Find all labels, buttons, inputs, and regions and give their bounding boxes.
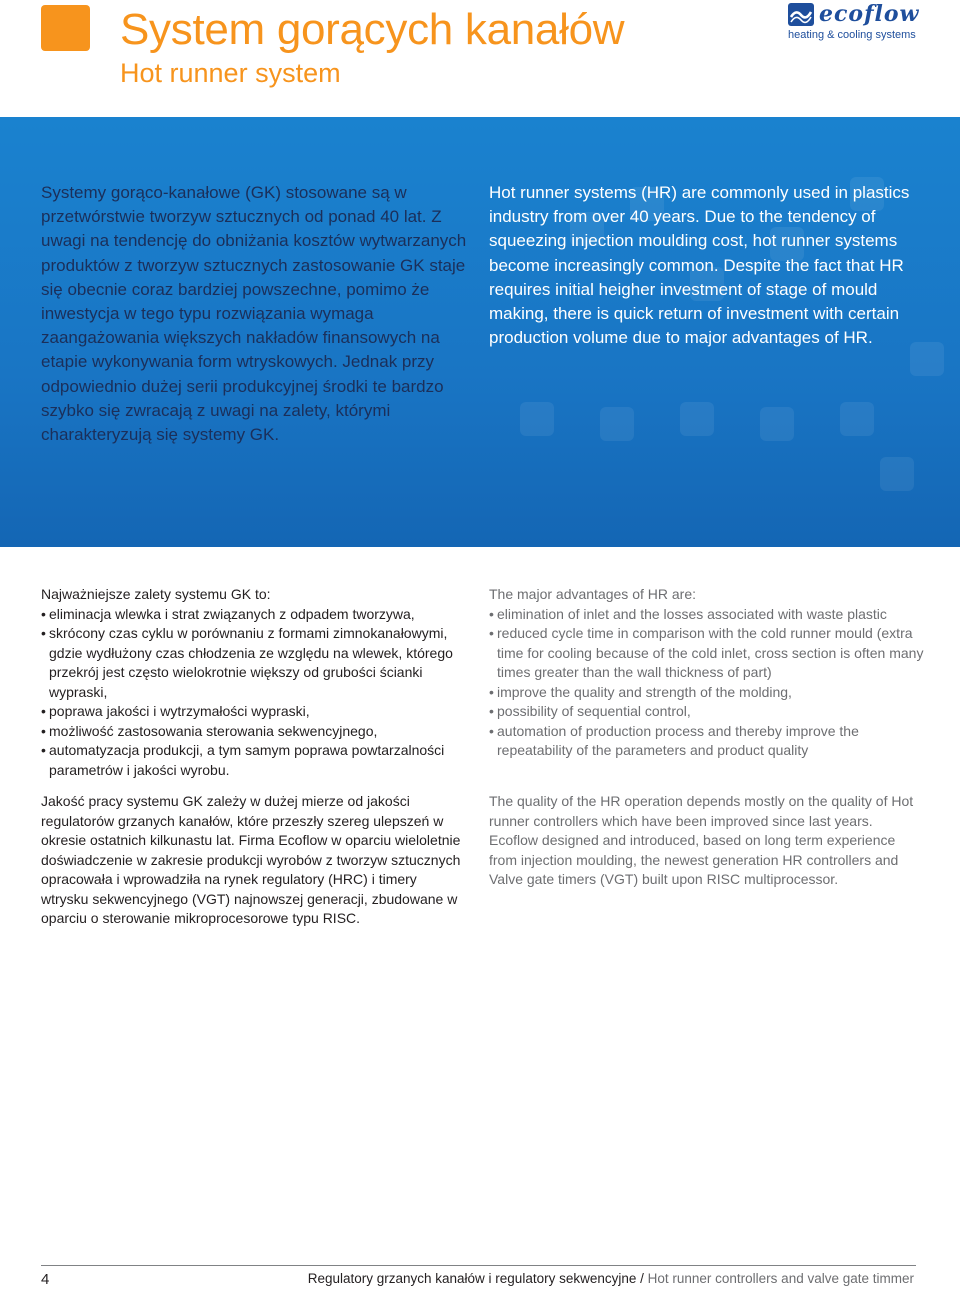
list-item: • improve the quality and strength of the molding, — [489, 683, 924, 703]
list-item: • poprawa jakości i wytrzymałości wypraski, — [41, 702, 466, 722]
intro-text-en: Hot runner systems (HR) are commonly used in plastics industry from over 40 years. Due to the tendency of squeezing injection moulding cost, hot runner systems become increasingly common. Despite the fact that HR requires initial heigher investment of stage of mould making, there is quick return of investment with certain production volume due to major advantages of HR. — [489, 183, 910, 348]
decor-tile — [680, 402, 714, 436]
decor-tile — [520, 402, 554, 436]
advantages-en-intro: The major advantages of HR are: — [489, 586, 696, 602]
quality-text-en: The quality of the HR operation depends mostly on the quality of Hot runner controllers which have been improved since last years. Ecoflow designed and introduced, based on long term experience from injection moulding, the newest generation HR controllers and Valve gate timers (VGT) built upon RISC multiprocessor. — [489, 793, 914, 887]
list-item: • eliminacja wlewka i strat związanych z odpadem tworzywa, — [41, 605, 466, 625]
decor-tile — [880, 457, 914, 491]
list-item: • skrócony czas cyklu w porównaniu z formami zimnokanałowymi, gdzie wydłużony czas chłodzenia ze względu na wlewek, którego przekrój jest często wielokrotnie większy od grubości ścianki wypraski, — [41, 624, 466, 702]
list-item: • reduced cycle time in comparison with the cold runner mould (extra time for cooling because of the cold inlet, cross section is often many times greater than the wall thickness of part) — [489, 624, 924, 683]
ecoflow-logo — [787, 1, 920, 46]
decor-tile — [760, 407, 794, 441]
advantages-en — [489, 585, 924, 761]
intro-band — [0, 117, 960, 547]
footer-caption-pl: Regulatory grzanych kanałów i regulatory sekwencyjne / — [307, 1271, 648, 1286]
decor-tile — [840, 402, 874, 436]
quality-text-pl: Jakość pracy systemu GK zależy w dużej mierze od jakości regulatorów grzanych kanałów, które przeszły szereg ulepszeń w okresie ostatnich kilkunastu lat. Firma Ecoflow w oparciu wieloletnie doświadczenie w zakresie produkcji wyrobów z tworzyw sztucznych opracowała i wprowadziła na rynek regulatory (HRC) i timery wtrysku sekwencyjnego (VGT) najnowszej generacji, zbudowane w oparciu o sterowanie mikroprocesorowe typu RISC. — [41, 793, 461, 926]
list-item: • automation of production process and thereby improve the repeatability of the parameters and product quality — [489, 722, 924, 761]
advantages-pl — [41, 585, 466, 780]
orange-square-marker — [41, 5, 90, 51]
advantages-pl-list — [41, 605, 466, 781]
advantages-pl-intro: Najważniejsze zalety systemu GK to: — [41, 586, 271, 602]
intro-text-pl: Systemy gorąco-kanałowe (GK) stosowane są w przetwórstwie tworzyw sztucznych od ponad 40 lat. Z uwagi na tendencję do obniżania kosztów wytwarzanych produktów z tworzyw sztucznych zastosowanie GK staje się obecnie coraz bardziej powszechne, pomimo że inwestycja w tego typu rozwiązania wymaga zaangażowania większych nakładów finansowych na etapie wykonywania form wtryskowych. Jednak przy odpowiednio dużej serii produkcyjnej środki te bardzo szybko się zwracają z uwagi na zalety, którymi charakteryzują się systemy GK. — [41, 183, 467, 445]
footer-caption-en: Hot runner controllers and valve gate timmer — [647, 1271, 914, 1286]
logo-wordmark: ecoflow — [819, 1, 920, 27]
footer-divider — [41, 1265, 916, 1266]
page-title: System gorących kanałów — [120, 5, 625, 54]
list-item: • possibility of sequential control, — [489, 702, 924, 722]
page-subtitle: Hot runner system — [120, 58, 341, 88]
footer-caption — [308, 1270, 914, 1288]
logo-tagline: heating & cooling systems — [788, 29, 916, 41]
ecoflow-logo-icon — [787, 2, 819, 28]
list-item: • możliwość zastosowania sterowania sekwencyjnego, — [41, 722, 466, 742]
decor-tile — [600, 407, 634, 441]
page-number: 4 — [41, 1271, 50, 1288]
list-item: • automatyzacja produkcji, a tym samym poprawa powtarzalności parametrów i jakości wyrobu. — [41, 741, 466, 780]
advantages-en-list — [489, 605, 924, 761]
list-item: • elimination of inlet and the losses associated with waste plastic — [489, 605, 924, 625]
